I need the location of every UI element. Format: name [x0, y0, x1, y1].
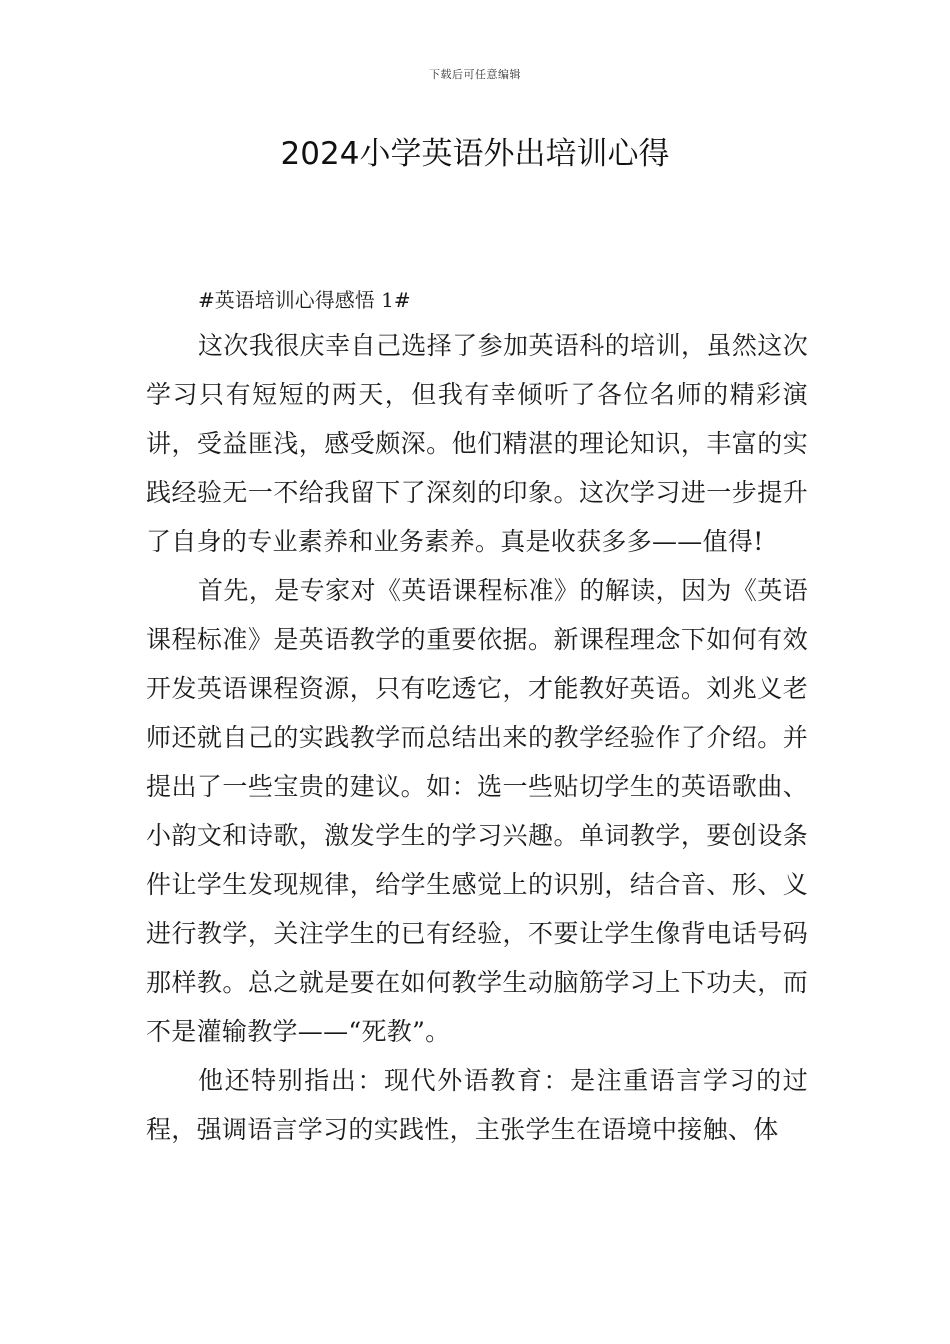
paragraph-2: 首先，是专家对《英语课程标准》的解读，因为《英语课程标准》是英语教学的重要依据。新课程理念下如何有效开发英语课程资源，只有吃透它，才能教好英语。刘兆义老师还就自己的实践教学而总结出来的教学经验作了介绍。并提出了一些宝贵的建议。如：选一些贴切学生的英语歌曲、小韵文和诗歌，激发学生的学习兴趣。单词教学，要创设条件让学生发现规律，给学生感觉上的识别，结合音、形、义进行教学，关注学生的已有经验，不要让学生像背电话号码那样教。总之就是要在如何教学生动脑筋学习上下功夫，而不是灌输教学——“死教”。	[146, 576, 808, 1046]
document-title: 2024小学英语外出培训心得	[280, 136, 670, 172]
header-note: 下载后可任意编辑	[429, 68, 521, 81]
section-heading: #英语培训心得感悟 1#	[198, 288, 411, 312]
paragraph-3: 他还特别指出：现代外语教育：是注重语言学习的过程，强调语言学习的实践性，主张学生在语境中接触、体	[146, 1066, 808, 1144]
paragraph-1: 这次我很庆幸自己选择了参加英语科的培训，虽然这次学习只有短短的两天，但我有幸倾听了各位名师的精彩演讲，受益匪浅，感受颇深。他们精湛的理论知识，丰富的实践经验无一不给我留下了深刻的印象。这次学习进一步提升了自身的专业素养和业务素养。真是收获多多——值得!	[146, 331, 808, 556]
document-body	[146, 283, 808, 1154]
